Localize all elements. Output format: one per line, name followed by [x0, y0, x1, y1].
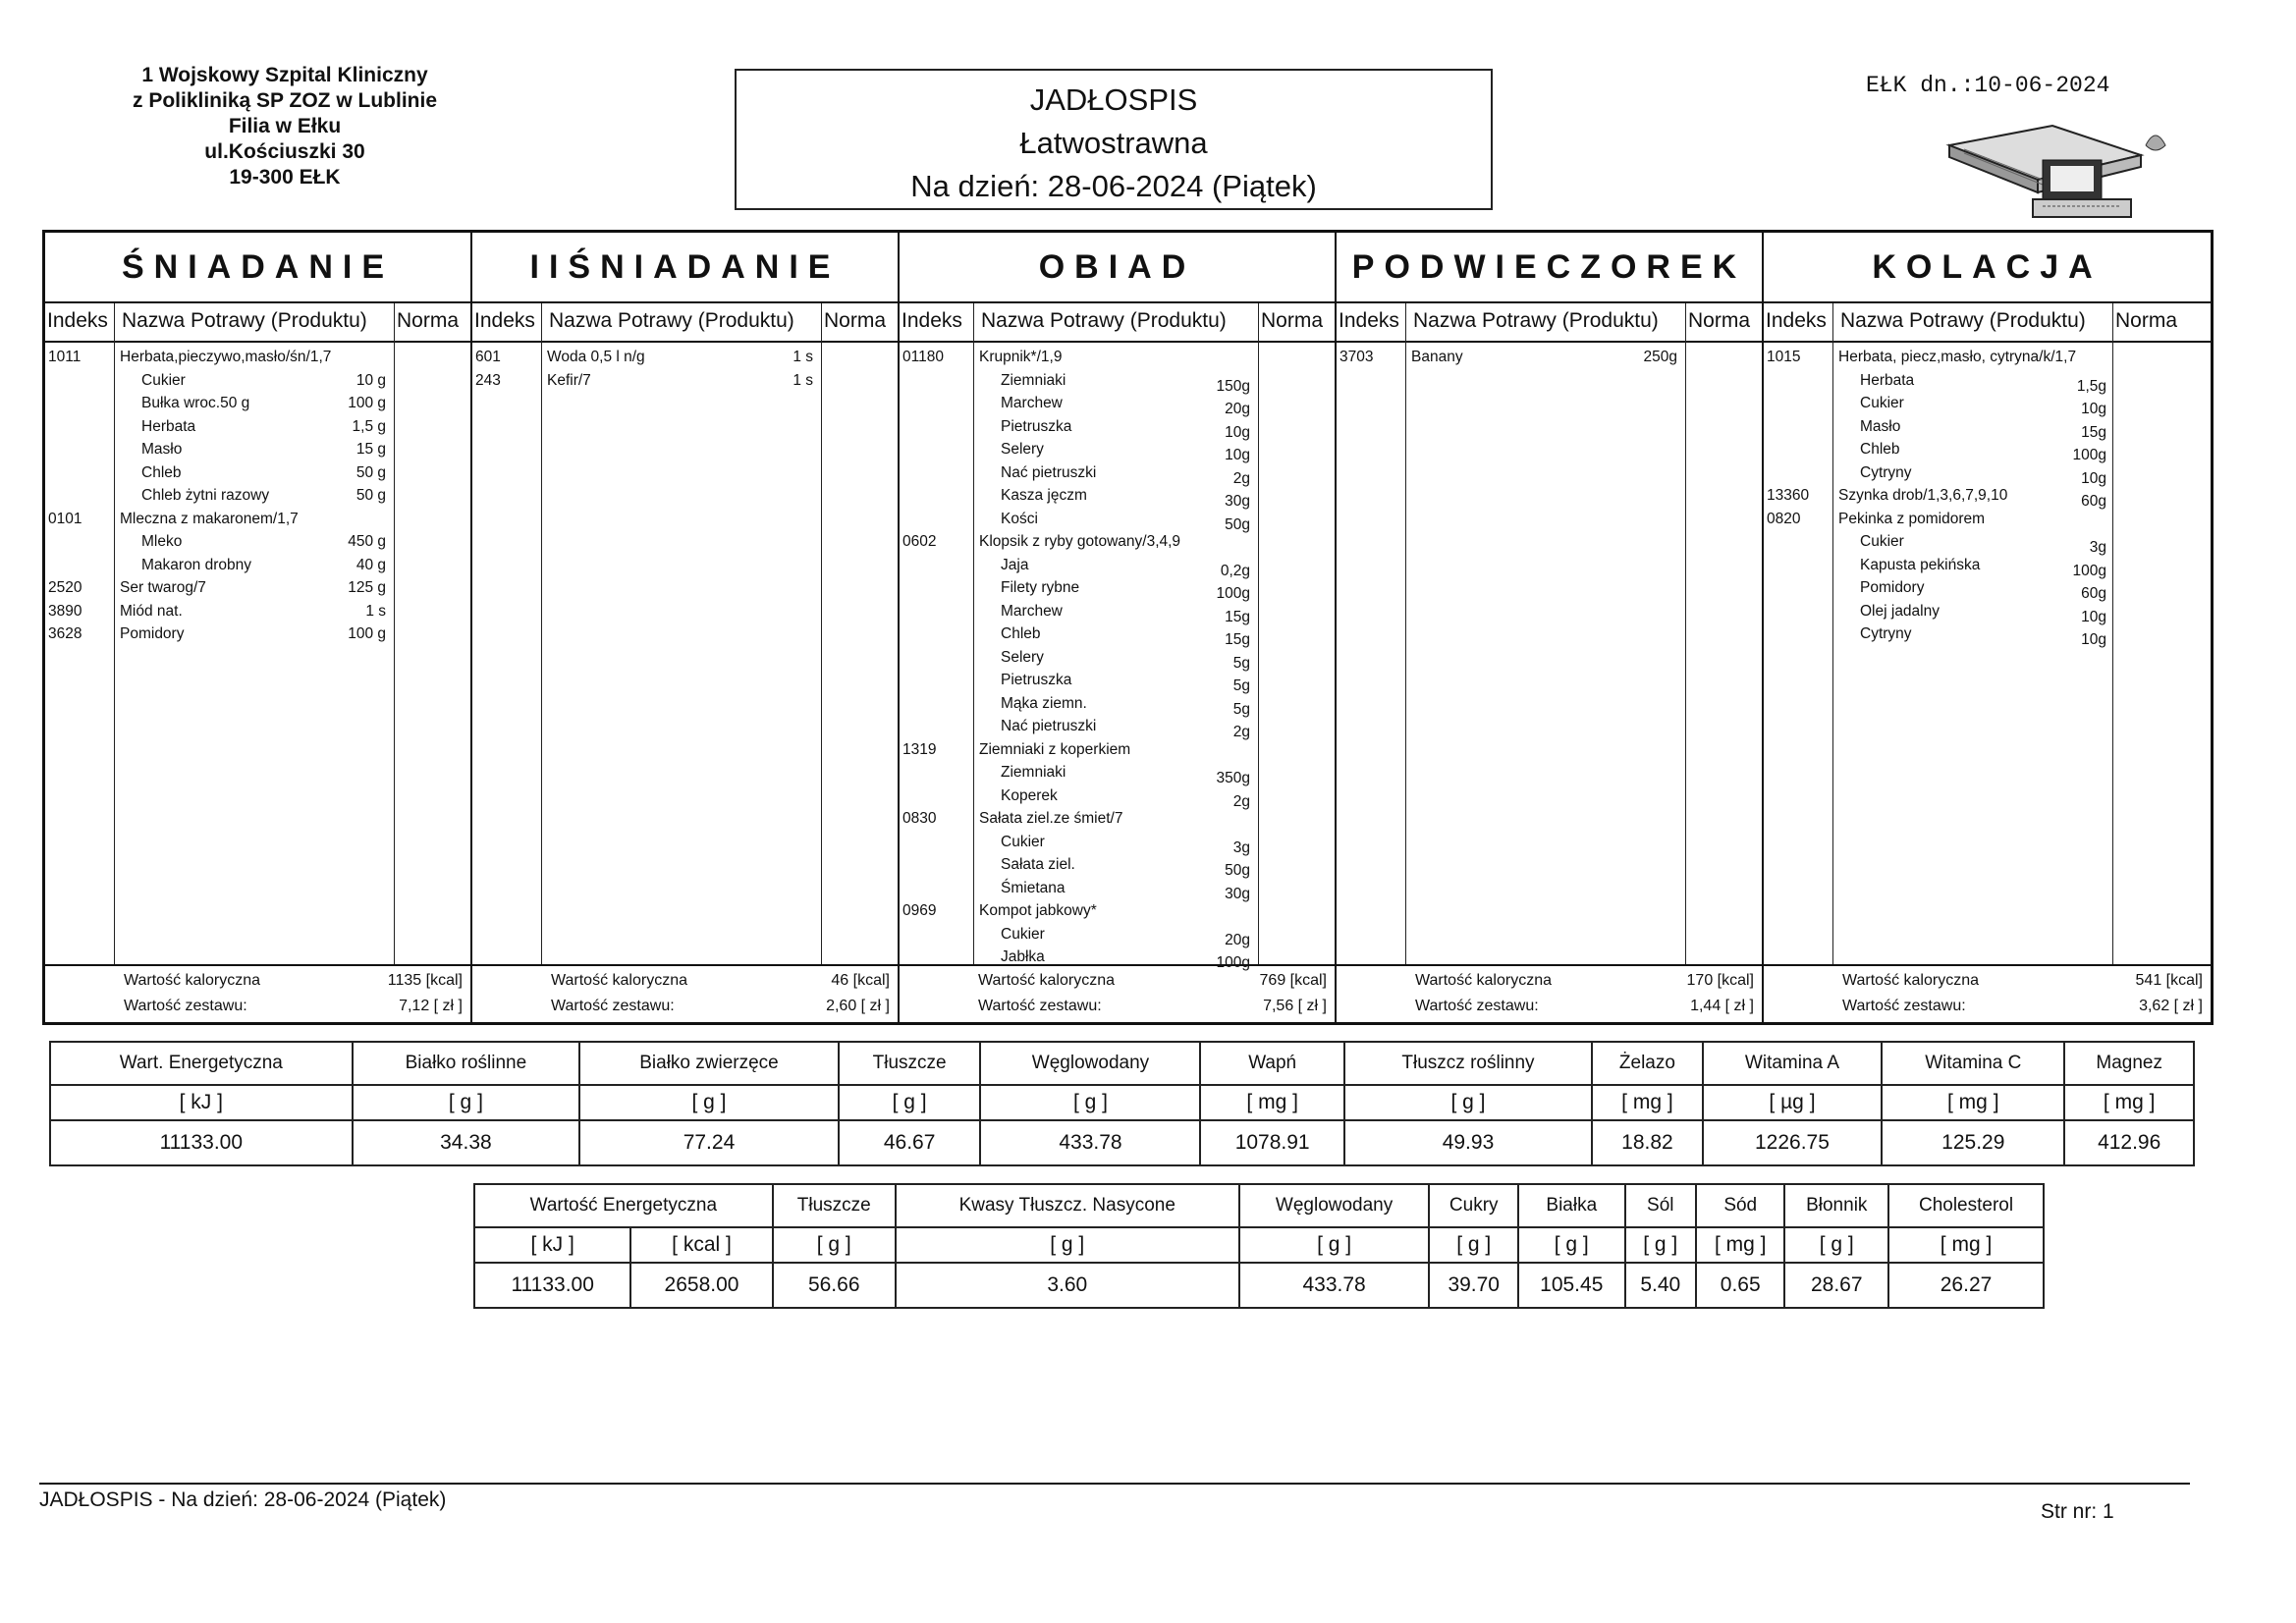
column-header-index: Indeks [902, 309, 962, 332]
row-norm: 2g [1232, 724, 1250, 740]
summary-cost-label: Wartość zestawu: [1415, 998, 1539, 1014]
nutrient-value: 2658.00 [630, 1263, 772, 1308]
row-norm: 10g [1225, 423, 1250, 441]
nutrient-unit: [ g ] [1784, 1227, 1888, 1263]
row-norm: 350g [1216, 770, 1250, 786]
column-divider [821, 303, 822, 964]
hospital-line: z Polikliniką SP ZOZ w Lublinie [133, 89, 437, 112]
nutrient-header: Witamina C [1882, 1042, 2064, 1085]
row-product-name: Szynka drob/1,3,6,7,9,10 [1838, 487, 2008, 504]
nutrient-header: Białko zwierzęce [579, 1042, 839, 1085]
row-product-name: Ziemniaki z koperkiem [979, 740, 1131, 758]
meal-title: KOLACJA [1764, 233, 2211, 303]
nutrient-header: Tłuszcze [839, 1042, 981, 1085]
meal-title: OBIAD [900, 233, 1335, 303]
row-norm: 100g [2072, 562, 2106, 579]
nutrient-header: Wapń [1200, 1042, 1343, 1085]
row-product-name: Pekinka z pomidorem [1838, 510, 1986, 527]
row-product-name: Masło [141, 441, 183, 458]
row-index: 3628 [48, 625, 82, 642]
row-product-name: Kości [1001, 510, 1038, 527]
nutrient-header: Wartość Energetyczna [474, 1184, 773, 1227]
meal-column [1764, 233, 2211, 1022]
nutrient-header: Witamina A [1703, 1042, 1882, 1085]
summary-kcal-label: Wartość kaloryczna [1842, 972, 1979, 989]
row-norm: 10g [2081, 469, 2106, 487]
nutrient-header: Tłuszcze [773, 1184, 896, 1227]
column-header-norm: Norma [1261, 309, 1324, 332]
column-divider [2112, 303, 2113, 964]
hospital-address [79, 63, 491, 190]
hospital-line: 19-300 EŁK [229, 166, 341, 189]
summary-kcal-value: 541 [kcal] [2135, 972, 2203, 989]
summary-cost-value: 2,60 [ zł ] [826, 998, 890, 1014]
column-headers [472, 303, 898, 343]
row-product-name: Miód nat. [120, 602, 183, 620]
column-headers [45, 303, 470, 343]
nutrient-unit: [ g ] [1429, 1227, 1518, 1263]
row-product-name: Ziemniaki [1001, 764, 1066, 781]
row-product-name: Chleb [141, 463, 182, 481]
nutrient-header: Sól [1625, 1184, 1696, 1227]
row-product-name: Chleb [1001, 625, 1041, 642]
row-index: 2520 [48, 579, 82, 596]
nutrient-header: Magnez [2064, 1042, 2194, 1085]
page-number: Str nr: 1 [2041, 1500, 2114, 1523]
row-norm: 1,5 g [352, 417, 386, 435]
nutrient-unit: [ mg ] [1592, 1085, 1703, 1120]
nutrient-unit: [ kcal ] [630, 1227, 772, 1263]
row-norm: 1 s [793, 371, 813, 389]
nutrient-unit: [ mg ] [2064, 1085, 2194, 1120]
summary-cost-value: 7,12 [ zł ] [399, 998, 463, 1014]
column-header-name: Nazwa Potrawy (Produktu) [549, 309, 794, 332]
column-headers [1337, 303, 1762, 343]
row-norm: 50g [1225, 862, 1250, 879]
row-norm: 3g [1232, 839, 1250, 856]
row-product-name: Ser twarog/7 [120, 579, 206, 596]
meal-summary [1337, 964, 1762, 1025]
row-product-name: Herbata,pieczywo,masło/śn/1,7 [120, 349, 332, 365]
column-header-index: Indeks [47, 309, 108, 332]
row-norm: 2g [1232, 792, 1250, 810]
summary-cost-value: 3,62 [ zł ] [2139, 998, 2203, 1014]
column-header-name: Nazwa Potrawy (Produktu) [1413, 309, 1659, 332]
row-index: 0820 [1767, 510, 1801, 527]
column-header-index: Indeks [1766, 309, 1827, 332]
row-product-name: Pomidory [1860, 579, 1925, 596]
row-index: 3890 [48, 602, 82, 620]
row-norm: 15 g [355, 441, 386, 458]
row-norm: 250g [1643, 349, 1677, 365]
summary-kcal-label: Wartość kaloryczna [978, 972, 1115, 989]
nutrient-unit: [ g ] [896, 1227, 1239, 1263]
row-product-name: Jabłka [1001, 948, 1045, 965]
column-divider [394, 303, 395, 964]
nutrient-unit: [ mg ] [1200, 1085, 1343, 1120]
nutrient-value: 11133.00 [474, 1263, 630, 1308]
meal-column [900, 233, 1337, 1022]
nutrient-value: 56.66 [773, 1263, 896, 1308]
row-norm: 100 g [348, 625, 386, 642]
column-divider [1685, 303, 1686, 964]
row-index: 0101 [48, 510, 82, 527]
meal-column [45, 233, 472, 1022]
row-product-name: Mleczna z makaronem/1,7 [120, 510, 299, 527]
nutrient-unit: [ g ] [1344, 1085, 1592, 1120]
column-header-norm: Norma [1688, 309, 1751, 332]
row-product-name: Pietruszka [1001, 417, 1072, 435]
row-product-name: Selery [1001, 648, 1044, 666]
row-norm: 100g [2072, 447, 2106, 463]
summary-cost-label: Wartość zestawu: [1842, 998, 1966, 1014]
row-norm: 10g [1225, 447, 1250, 463]
nutrient-value: 46.67 [839, 1120, 981, 1165]
nutrient-unit: [ g ] [839, 1085, 981, 1120]
row-norm: 5g [1232, 700, 1250, 718]
row-product-name: Koperek [1001, 786, 1058, 804]
column-header-norm: Norma [2115, 309, 2178, 332]
nutrient-unit: [ g ] [773, 1227, 896, 1263]
nutrient-value: 412.96 [2064, 1120, 2194, 1165]
row-norm: 100 g [348, 395, 386, 411]
summary-kcal-value: 170 [kcal] [1686, 972, 1754, 989]
row-product-name: Pomidory [120, 625, 185, 642]
summary-kcal-label: Wartość kaloryczna [551, 972, 687, 989]
meal-title: IIŚNIADANIE [472, 233, 898, 303]
row-product-name: Chleb [1860, 441, 1900, 458]
nutrient-value: 1226.75 [1703, 1120, 1882, 1165]
row-norm: 125 g [348, 579, 386, 596]
hospital-line: Filia w Ełku [228, 115, 342, 137]
nutrient-header: Cholesterol [1888, 1184, 2044, 1227]
row-product-name: Woda 0,5 l n/g [547, 349, 645, 365]
column-header-index: Indeks [474, 309, 535, 332]
row-index: 0830 [902, 810, 937, 827]
row-norm: 30g [1225, 493, 1250, 510]
nutrient-header: Kwasy Tłuszcz. Nasycone [896, 1184, 1239, 1227]
nutrition-table-2 [473, 1183, 2045, 1309]
nutrient-header: Wart. Energetyczna [50, 1042, 353, 1085]
row-product-name: Klopsik z ryby gotowany/3,4,9 [979, 533, 1181, 550]
row-product-name: Nać pietruszki [1001, 718, 1097, 734]
print-date: EŁK dn.:10-06-2024 [1866, 73, 2110, 98]
nutrient-unit: [ g ] [1518, 1227, 1625, 1263]
nutrient-value: 433.78 [980, 1120, 1200, 1165]
nutrient-value: 105.45 [1518, 1263, 1625, 1308]
row-index: 0969 [902, 902, 937, 919]
row-product-name: Filety rybne [1001, 579, 1080, 596]
nutrient-unit: [ kJ ] [474, 1227, 630, 1263]
nutrient-unit: [ g ] [980, 1085, 1200, 1120]
nutrient-header: Sód [1696, 1184, 1784, 1227]
nutrient-header: Błonnik [1784, 1184, 1888, 1227]
row-product-name: Pietruszka [1001, 672, 1072, 688]
row-product-name: Olej jadalny [1860, 602, 1940, 620]
nutrient-header: Żelazo [1592, 1042, 1703, 1085]
title-box [735, 69, 1493, 210]
summary-kcal-value: 1135 [kcal] [387, 972, 463, 989]
summary-cost-value: 1,44 [ zł ] [1690, 998, 1754, 1014]
nutrient-unit: [ g ] [353, 1085, 580, 1120]
nutrient-value: 39.70 [1429, 1263, 1518, 1308]
row-norm: 10 g [355, 371, 386, 389]
nutrient-value: 125.29 [1882, 1120, 2064, 1165]
row-product-name: Cukier [1860, 533, 1904, 550]
column-divider [973, 303, 974, 964]
nutrient-value: 34.38 [353, 1120, 580, 1165]
row-product-name: Nać pietruszki [1001, 463, 1097, 481]
summary-kcal-value: 46 [kcal] [831, 972, 890, 989]
summary-kcal-label: Wartość kaloryczna [1415, 972, 1552, 989]
row-product-name: Ziemniaki [1001, 371, 1066, 389]
column-header-name: Nazwa Potrawy (Produktu) [981, 309, 1227, 332]
row-index: 01180 [902, 349, 944, 365]
nutrient-unit: [ g ] [579, 1085, 839, 1120]
nutrient-unit: [ g ] [1239, 1227, 1430, 1263]
nutrient-value: 49.93 [1344, 1120, 1592, 1165]
row-product-name: Chleb żytni razowy [141, 487, 270, 504]
footer-divider [39, 1483, 2190, 1485]
row-norm: 60g [2081, 585, 2106, 602]
column-header-index: Indeks [1339, 309, 1399, 332]
nutrient-value: 433.78 [1239, 1263, 1430, 1308]
menu-date: Na dzień: 28-06-2024 (Piątek) [910, 169, 1317, 203]
summary-cost-label: Wartość zestawu: [978, 998, 1102, 1014]
row-product-name: Mąka ziemn. [1001, 694, 1087, 712]
row-norm: 15g [2081, 423, 2106, 441]
nutrient-header: Węglowodany [980, 1042, 1200, 1085]
row-product-name: Herbata [1860, 371, 1915, 389]
nutrient-value: 18.82 [1592, 1120, 1703, 1165]
meal-title: PODWIECZOREK [1337, 233, 1762, 303]
summary-cost-label: Wartość zestawu: [124, 998, 247, 1014]
row-norm: 50 g [355, 487, 386, 504]
row-product-name: Cytryny [1860, 625, 1912, 642]
nutrient-value: 11133.00 [50, 1120, 353, 1165]
row-product-name: Cukier [1860, 395, 1904, 411]
nutrient-unit: [ kJ ] [50, 1085, 353, 1120]
column-header-name: Nazwa Potrawy (Produktu) [122, 309, 367, 332]
meal-summary [900, 964, 1335, 1025]
book-computer-icon [1944, 116, 2180, 224]
nutrient-value: 3.60 [896, 1263, 1239, 1308]
row-index: 601 [475, 349, 501, 365]
row-norm: 15g [1225, 631, 1250, 648]
row-norm: 3g [2089, 539, 2106, 556]
summary-kcal-label: Wartość kaloryczna [124, 972, 260, 989]
nutrient-header: Tłuszcz roślinny [1344, 1042, 1592, 1085]
row-norm: 5g [1232, 654, 1250, 672]
row-index: 0602 [902, 533, 937, 550]
meal-title: ŚNIADANIE [45, 233, 470, 303]
column-divider [114, 303, 115, 964]
column-headers [1764, 303, 2211, 343]
diet-name: Łatwostrawna [1019, 126, 1208, 160]
row-norm: 5g [1232, 677, 1250, 694]
summary-cost-label: Wartość zestawu: [551, 998, 675, 1014]
row-norm: 30g [1225, 885, 1250, 902]
row-product-name: Makaron drobny [141, 556, 252, 573]
row-product-name: Marchew [1001, 395, 1063, 411]
column-divider [1258, 303, 1259, 964]
row-norm: 10g [2081, 401, 2106, 417]
row-norm: 10g [2081, 608, 2106, 625]
meal-column [1337, 233, 1764, 1022]
meal-summary [472, 964, 898, 1025]
column-header-norm: Norma [397, 309, 460, 332]
footer-text: JADŁOSPIS - Na dzień: 28-06-2024 (Piątek) [39, 1488, 447, 1511]
nutrient-unit: [ mg ] [1882, 1085, 2064, 1120]
row-norm: 20g [1225, 931, 1250, 948]
nutrition-table-1 [49, 1041, 2195, 1166]
row-norm: 10g [2081, 631, 2106, 648]
row-product-name: Banany [1411, 349, 1463, 365]
column-divider [541, 303, 542, 964]
meal-summary [45, 964, 470, 1025]
row-product-name: Bułka wroc.50 g [141, 395, 250, 411]
row-product-name: Masło [1860, 417, 1901, 435]
row-product-name: Marchew [1001, 602, 1063, 620]
nutrient-header: Białka [1518, 1184, 1625, 1227]
row-index: 1015 [1767, 349, 1801, 365]
hospital-line: ul.Kościuszki 30 [204, 140, 365, 163]
row-product-name: Kapusta pekińska [1860, 556, 1981, 573]
row-product-name: Sałata ziel. [1001, 856, 1075, 873]
row-norm: 100g [1216, 585, 1250, 602]
row-norm: 1 s [793, 349, 813, 365]
row-norm: 450 g [348, 533, 386, 550]
nutrient-unit: [ mg ] [1696, 1227, 1784, 1263]
column-headers [900, 303, 1335, 343]
row-product-name: Selery [1001, 441, 1044, 458]
row-product-name: Herbata [141, 417, 196, 435]
meal-column [472, 233, 900, 1022]
row-product-name: Sałata ziel.ze śmiet/7 [979, 810, 1123, 827]
row-index: 1011 [48, 349, 82, 365]
row-norm: 0,2g [1220, 562, 1250, 579]
row-norm: 15g [1225, 608, 1250, 625]
row-norm: 2g [1232, 469, 1250, 487]
row-norm: 20g [1225, 401, 1250, 417]
row-product-name: Mleko [141, 533, 183, 550]
row-product-name: Jaja [1001, 556, 1029, 573]
menu-table [42, 230, 2214, 1025]
nutrient-header: Cukry [1429, 1184, 1518, 1227]
column-divider [1832, 303, 1833, 964]
meal-summary [1764, 964, 2211, 1025]
row-norm: 1,5g [2076, 377, 2106, 395]
row-index: 13360 [1767, 487, 1810, 504]
row-norm: 60g [2081, 493, 2106, 510]
row-product-name: Krupnik*/1,9 [979, 349, 1063, 365]
row-product-name: Śmietana [1001, 879, 1066, 896]
row-norm: 1 s [365, 602, 386, 620]
row-product-name: Cukier [141, 371, 186, 389]
row-product-name: Cukier [1001, 833, 1045, 850]
column-header-norm: Norma [824, 309, 887, 332]
row-norm: 150g [1216, 377, 1250, 395]
document-title: JADŁOSPIS [1029, 82, 1198, 117]
nutrient-value: 1078.91 [1200, 1120, 1343, 1165]
column-divider [1405, 303, 1406, 964]
row-norm: 100g [1216, 954, 1250, 971]
row-norm: 50 g [355, 463, 386, 481]
nutrient-unit: [ µg ] [1703, 1085, 1882, 1120]
nutrient-value: 5.40 [1625, 1263, 1696, 1308]
summary-kcal-value: 769 [kcal] [1259, 972, 1327, 989]
row-product-name: Cytryny [1860, 463, 1912, 481]
nutrient-unit: [ g ] [1625, 1227, 1696, 1263]
nutrient-unit: [ mg ] [1888, 1227, 2044, 1263]
nutrient-header: Białko roślinne [353, 1042, 580, 1085]
nutrient-value: 0.65 [1696, 1263, 1784, 1308]
hospital-line: 1 Wojskowy Szpital Kliniczny [141, 64, 428, 86]
nutrient-value: 26.27 [1888, 1263, 2044, 1308]
summary-cost-value: 7,56 [ zł ] [1263, 998, 1327, 1014]
row-product-name: Cukier [1001, 925, 1045, 943]
row-norm: 50g [1225, 515, 1250, 533]
row-index: 243 [475, 371, 501, 389]
row-index: 1319 [902, 740, 937, 758]
nutrient-header: Węglowodany [1239, 1184, 1430, 1227]
row-product-name: Kefir/7 [547, 371, 591, 389]
row-index: 3703 [1339, 349, 1374, 365]
nutrient-value: 77.24 [579, 1120, 839, 1165]
nutrient-value: 28.67 [1784, 1263, 1888, 1308]
row-product-name: Kasza jęczm [1001, 487, 1087, 504]
row-product-name: Kompot jabkowy* [979, 902, 1097, 919]
column-header-name: Nazwa Potrawy (Produktu) [1840, 309, 2086, 332]
row-product-name: Herbata, piecz,masło, cytryna/k/1,7 [1838, 349, 2077, 365]
row-norm: 40 g [355, 556, 386, 573]
